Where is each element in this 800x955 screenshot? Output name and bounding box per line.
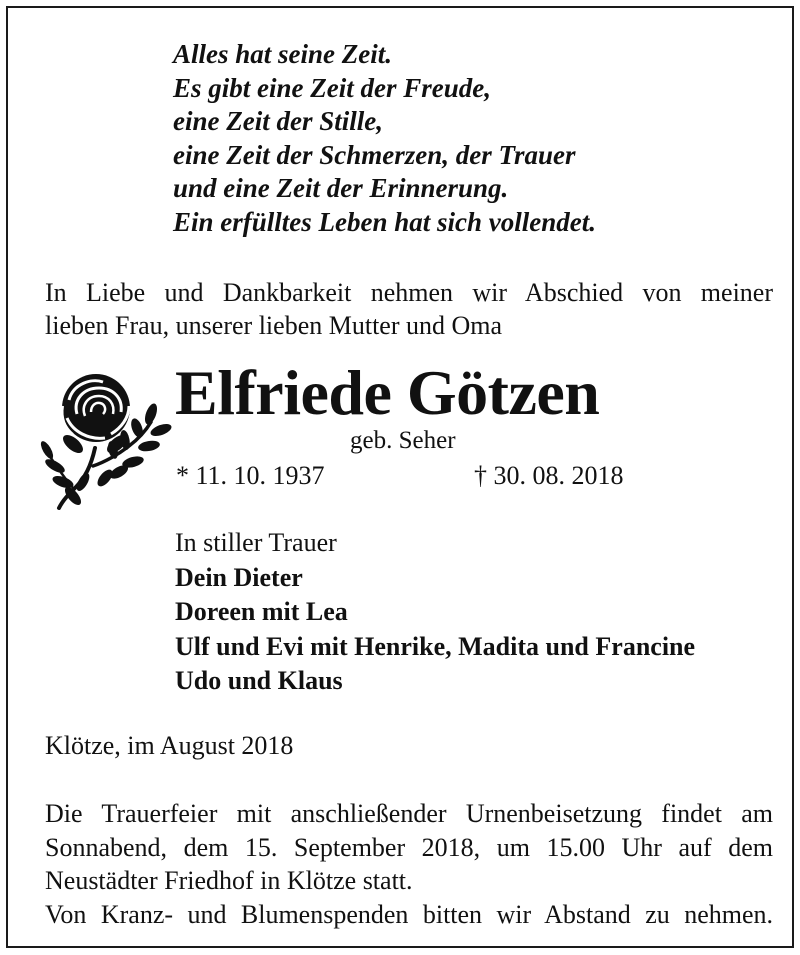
mourners-heading: In stiller Trauer — [175, 528, 337, 557]
poem-line: Ein erfülltes Leben hat sich vollendet. — [173, 206, 596, 237]
deceased-name: Elfriede Götzen — [175, 357, 600, 428]
poem-line: Alles hat seine Zeit. — [173, 39, 392, 69]
ceremony-info — [45, 797, 773, 931]
poem — [173, 38, 596, 239]
poem-line: eine Zeit der Schmerzen, der Trauer — [173, 139, 576, 170]
place-and-date: Klötze, im August 2018 — [45, 731, 294, 760]
birth-date: * 11. 10. 1937 — [176, 461, 325, 490]
mourner-name: Udo und Klaus — [175, 666, 343, 695]
intro-line: In Liebe und Dankbarkeit nehmen wir Abschied von meiner — [45, 278, 773, 307]
maiden-name: geb. Seher — [350, 427, 456, 454]
obituary-frame — [6, 6, 794, 948]
death-date: † 30. 08. 2018 — [474, 461, 624, 490]
ceremony-line: Von Kranz- und Blumenspenden bitten wir Abstand zu nehmen. — [45, 899, 773, 929]
poem-line: Es gibt eine Zeit der Freude, — [173, 72, 491, 103]
intro-text — [45, 276, 773, 342]
ceremony-line: Neustädter Friedhof in Klötze statt. — [45, 866, 413, 895]
poem-line: und eine Zeit der Erinnerung. — [173, 173, 509, 203]
rose-icon — [33, 370, 178, 510]
mourner-name: Doreen mit Lea — [175, 597, 348, 626]
poem-line: eine Zeit der Stille, — [173, 106, 383, 136]
ceremony-line: Sonnabend, dem 15. September 2018, um 15.00 Uhr auf dem — [45, 832, 773, 862]
ceremony-line: Die Trauerfeier mit anschließender Urnenbeisetzung findet am — [45, 799, 773, 828]
mourner-name: Ulf und Evi mit Henrike, Madita und Francine — [175, 631, 696, 661]
intro-line: lieben Frau, unserer lieben Mutter und Oma — [45, 311, 503, 340]
mourner-name: Dein Dieter — [175, 562, 303, 592]
mourners-list — [175, 526, 695, 699]
